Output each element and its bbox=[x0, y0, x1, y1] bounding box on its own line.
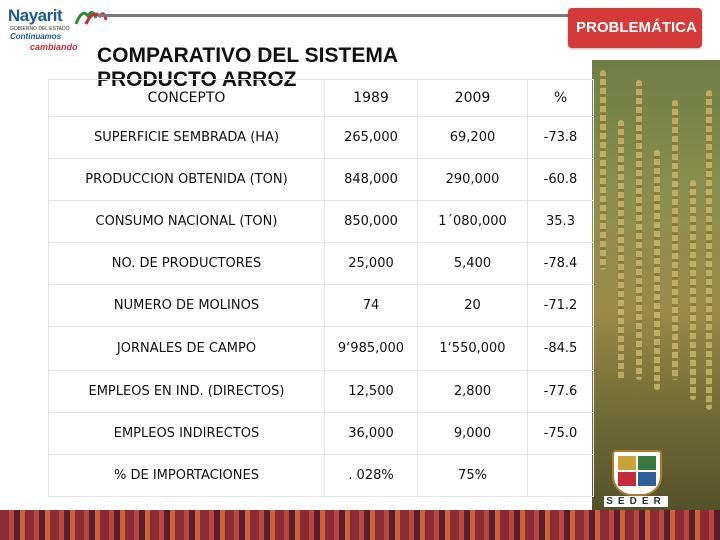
value-2009-cell: 1´080,000 bbox=[418, 201, 528, 243]
value-1989-cell: 36,000 bbox=[325, 413, 418, 455]
percent-cell: 35.3 bbox=[528, 201, 594, 243]
table-row bbox=[49, 327, 594, 371]
value-1989-cell: 9‘985,000 bbox=[325, 327, 418, 371]
section-badge-label: PROBLEMÁTICA bbox=[576, 19, 697, 36]
table-row bbox=[49, 455, 594, 497]
slide-title: COMPARATIVO DEL SISTEMA PRODUCTO ARROZ bbox=[97, 44, 398, 91]
value-1989-cell: . 028% bbox=[325, 455, 418, 497]
percent-cell: -75.0 bbox=[528, 413, 594, 455]
logo-slogan-line2: cambiando bbox=[30, 42, 78, 52]
table-row bbox=[49, 413, 594, 455]
section-badge bbox=[568, 8, 702, 48]
value-1989-cell: 848,000 bbox=[325, 159, 418, 201]
header-cell-1989: 1989 bbox=[325, 80, 418, 117]
concept-cell: PRODUCCION OBTENIDA (TON) bbox=[49, 159, 325, 201]
percent-cell: -60.8 bbox=[528, 159, 594, 201]
header-cell-percent: % bbox=[528, 80, 594, 117]
value-1989-cell: 25,000 bbox=[325, 243, 418, 285]
logo-flag-icon bbox=[74, 6, 108, 28]
seder-label: SEDER bbox=[604, 496, 668, 507]
percent-cell: -77.6 bbox=[528, 371, 594, 413]
value-2009-cell: 20 bbox=[418, 285, 528, 327]
shield-icon bbox=[612, 450, 662, 496]
concept-cell: NO. DE PRODUCTORES bbox=[49, 243, 325, 285]
value-2009-cell: 2,800 bbox=[418, 371, 528, 413]
table-row bbox=[49, 243, 594, 285]
percent-cell bbox=[528, 455, 594, 497]
header-cell-concepto: CONCEPTO bbox=[49, 80, 325, 117]
value-1989-cell: 265,000 bbox=[325, 117, 418, 159]
logo-slogan-line1: Continuamos bbox=[10, 32, 62, 41]
value-2009-cell: 75% bbox=[418, 455, 528, 497]
concept-cell: EMPLEOS INDIRECTOS bbox=[49, 413, 325, 455]
concept-cell: NUMERO DE MOLINOS bbox=[49, 285, 325, 327]
concept-cell: CONSUMO NACIONAL (TON) bbox=[49, 201, 325, 243]
table-row bbox=[49, 285, 594, 327]
percent-cell: -78.4 bbox=[528, 243, 594, 285]
nayarit-logo bbox=[6, 4, 106, 56]
value-2009-cell: 69,200 bbox=[418, 117, 528, 159]
table-row bbox=[49, 117, 594, 159]
table-row bbox=[49, 371, 594, 413]
percent-cell: -73.8 bbox=[528, 117, 594, 159]
value-1989-cell: 12,500 bbox=[325, 371, 418, 413]
header-cell-2009: 2009 bbox=[418, 80, 528, 117]
table-row bbox=[49, 201, 594, 243]
value-1989-cell: 74 bbox=[325, 285, 418, 327]
value-2009-cell: 9,000 bbox=[418, 413, 528, 455]
logo-name: Nayarit bbox=[8, 6, 63, 25]
table-header-row bbox=[49, 80, 594, 117]
coat-of-arms-emblem bbox=[606, 450, 664, 500]
rice-background-image bbox=[592, 60, 720, 510]
value-2009-cell: 290,000 bbox=[418, 159, 528, 201]
comparison-table bbox=[48, 79, 594, 497]
concept-cell: SUPERFICIE SEMBRADA (HA) bbox=[49, 117, 325, 159]
table-row bbox=[49, 159, 594, 201]
concept-cell: % DE IMPORTACIONES bbox=[49, 455, 325, 497]
value-2009-cell: 5,400 bbox=[418, 243, 528, 285]
percent-cell: -84.5 bbox=[528, 327, 594, 371]
concept-cell: JORNALES DE CAMPO bbox=[49, 327, 325, 371]
value-1989-cell: 850,000 bbox=[325, 201, 418, 243]
decorative-footer-band bbox=[0, 510, 720, 540]
percent-cell: -71.2 bbox=[528, 285, 594, 327]
concept-cell: EMPLEOS EN IND. (DIRECTOS) bbox=[49, 371, 325, 413]
value-2009-cell: 1‘550,000 bbox=[418, 327, 528, 371]
logo-tagline: GOBIERNO DEL ESTADO bbox=[10, 26, 70, 32]
